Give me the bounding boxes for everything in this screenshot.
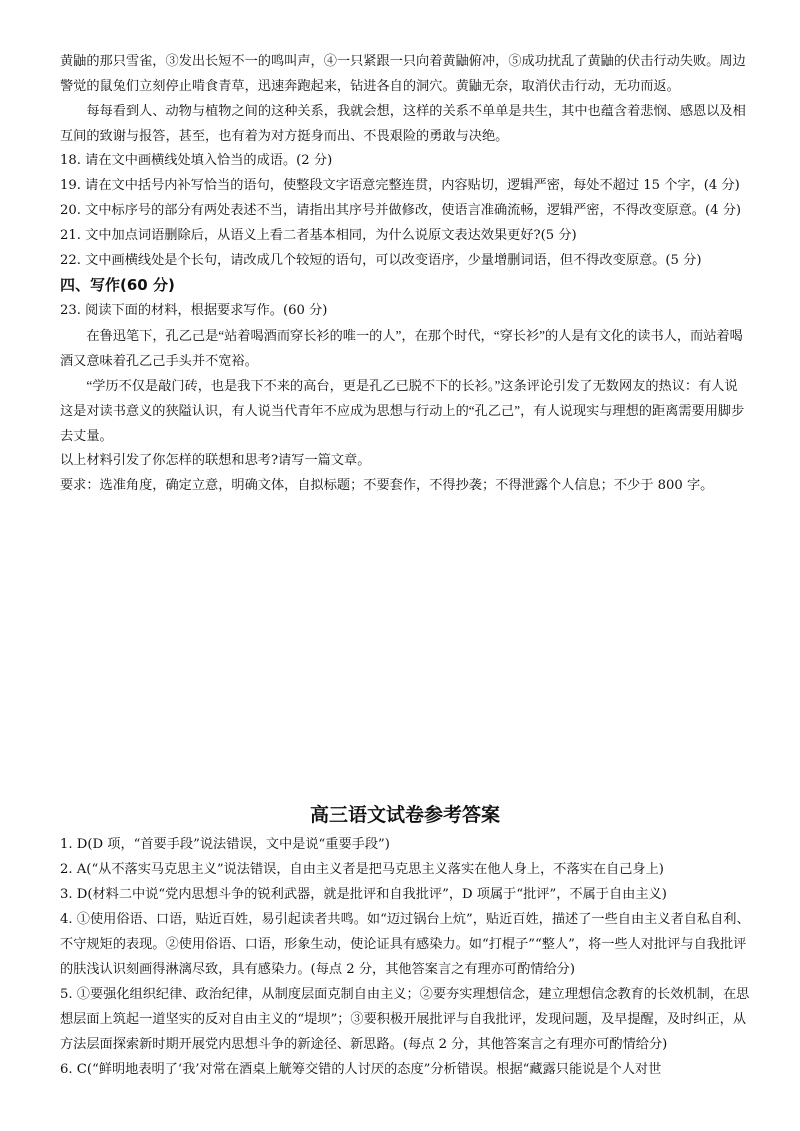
answer-item: 3. D(材料二中说“党内思想斗争的锐利武器，就是批评和自我批评”，D 项属于“批评”，不属于自由主义) [60,887,667,902]
material-paragraph-2: “学历不仅是敲门砖，也是我下不来的高台，更是孔乙已脱不下的长衫。”这条评论引发了无数网友的热议：有人说这是对读书意义的狭隘认识，有人说当代青年不应成为思想与行动上的“孔乙己”，有人说现实与理想的距离需要用脚步去丈量。 [60,378,745,443]
story-paragraph-2: 每每看到人、动物与植物之间的这种关系，我就会想，这样的关系不单单是共生，其中也蕴含着悲悯、感恩以及相互间的致谢与报答，甚至，也有着为对方挺身而出、不畏艰险的勇敢与决绝。 [60,103,746,143]
question-23: 23. 阅读下面的材料，根据要求写作。(60 分) [60,303,328,318]
question-18: 18. 请在文中画横线处填入恰当的成语。(2 分) [60,153,333,168]
answer-item: 5. ①要强化组织纪律、政治纪律，从制度层面克制自由主义；②要夯实理想信念，建立理想信念教育的长效机制，在思想层面上筑起一道坚实的反对自由主义的“堤坝”；③要积极开展批评与自我批评，发现问题，及早提醒，及时纠正，从方法层面探索新时期开展党内思想斗争的新途径、新思路。(每点 2 分，其他答案言之有理亦可酌情给分) [60,987,750,1052]
story-paragraph-1: 黄鼬的那只雪雀，③发出长短不一的鸣叫声，④一只紧跟一只向着黄鼬俯冲，⑤成功扰乱了黄鼬的伏击行动失败。周边警觉的鼠兔们立刻停止啃食青草，迅速奔跑起来，钻进各自的洞穴。黄鼬无奈，取消伏击行动，无功而返。 [60,53,746,93]
writing-prompt: 以上材料引发了你怎样的联想和思考?请写一篇文章。 [60,453,371,468]
answer-key-section [60,800,750,1082]
question-20: 20. 文中标序号的部分有两处表述不当，请指出其序号并做修改，使语言准确流畅，逻辑严密，不得改变原意。(4 分) [60,203,742,218]
question-22: 22. 文中画横线处是个长句，请改成几个较短的语句，可以改变语序，少量增删词语，但不得改变原意。(5 分) [60,253,702,268]
question-21: 21. 文中加点词语删除后，从语义上看二者基本相同，为什么说原文表达效果更好?(5 分) [60,228,577,243]
writing-requirements: 要求：选准角度，确定立意，明确文体，自拟标题；不要套作，不得抄袭；不得泄露个人信息；不少于 800 字。 [60,478,714,493]
answer-item: 1. D(D 项，“首要手段”说法错误，文中是说“重要手段”) [60,837,390,852]
answer-item: 4. ①使用俗语、口语，贴近百姓，易引起读者共鸣。如“迈过锅台上炕”，贴近百姓，描述了一些自由主义者自私自利、不守规矩的表现。②使用俗语、口语，形象生动，使论证具有感染力。如“打棍子”“整人”，将一些人对批评与自我批评的肤浅认识刻画得淋漓尽致，具有感染力。(每点 2 分，其他答案言之有理亦可酌情给分) [60,912,750,977]
answer-item: 2. A(“从不落实马克思主义”说法错误，自由主义者是把马克思主义落实在他人身上，不落实在自己身上) [60,862,664,877]
question-19: 19. 请在文中括号内补写恰当的语句，使整段文字语意完整连贯，内容贴切，逻辑严密，每处不超过 15 个字，(4 分) [60,178,740,193]
answer-item: 6. C(“鲜明地表明了‘我’对常在酒桌上觥筹交错的人讨厌的态度”分析错误。根据“藏露只能说是个人对世 [60,1062,662,1077]
section-4-heading: 四、写作(60 分) [60,276,175,294]
exam-questions-section [60,48,750,498]
answer-key-title: 高三语文试卷参考答案 [309,804,500,826]
material-paragraph-1: 在鲁迅笔下，孔乙己是“站着喝酒而穿长衫的唯一的人”，在那个时代，“穿长衫”的人是有文化的读书人，而站着喝酒又意味着孔乙己手头并不宽裕。 [60,328,743,368]
